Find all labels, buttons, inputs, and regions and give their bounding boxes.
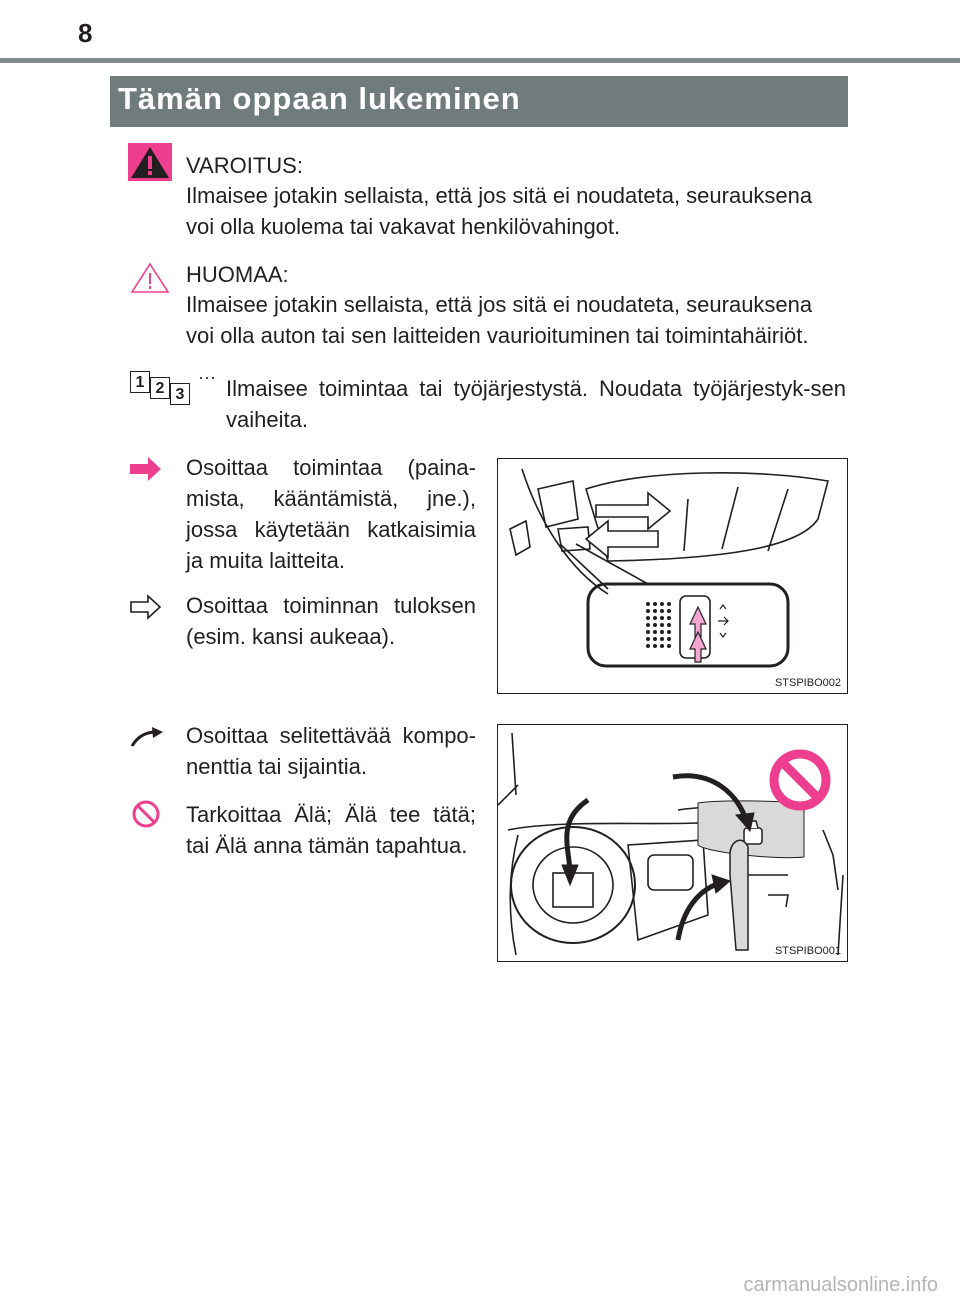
component-pointer-icon xyxy=(130,726,164,748)
section-title-bar xyxy=(110,76,848,127)
result-text: Osoittaa toiminnan tuloksen (esim. kansi aukeaa). xyxy=(186,593,476,649)
component-text: Osoittaa selitettävää kompo-nenttia tai sijaintia. xyxy=(186,723,476,779)
header-rule xyxy=(0,58,960,63)
notice-label: HUOMAA: xyxy=(186,262,289,287)
operation-text: Osoittaa toimintaa (paina-mista, kääntämistä, jne.), jossa käytetään katkaisimia ja muita laitteita. xyxy=(186,455,476,573)
step-ellipsis: ··· xyxy=(198,367,216,387)
dashboard-illustration xyxy=(498,725,846,960)
notice-text: Ilmaisee jotakin sellaista, että jos sitä ei noudateta, seurauksena voi olla auton tai sen laitteiden vaurioituminen tai toimintahäiriöt. xyxy=(186,292,813,348)
warning-triangle-icon xyxy=(128,143,172,181)
watermark: carmanualsonline.info xyxy=(743,1274,938,1296)
result-arrow-icon xyxy=(130,594,162,620)
figure-window-switch xyxy=(497,458,848,694)
caution-triangle-icon xyxy=(130,262,170,294)
step-number-2: 2 xyxy=(150,377,170,399)
step-number-1: 1 xyxy=(130,371,150,393)
figure-code: STSPIBO001 xyxy=(774,945,841,957)
prohibition-text: Tarkoittaa Älä; Älä tee tätä; tai Älä anna tämän tapahtua. xyxy=(186,802,476,858)
window-switch-illustration xyxy=(498,459,846,692)
warning-text: Ilmaisee jotakin sellaista, että jos sitä ei noudateta, seurauksena voi olla kuolema tai vakavat henkilövahingot. xyxy=(186,183,813,239)
section-title: Tämän oppaan lukeminen xyxy=(118,81,521,116)
step-number-3: 3 xyxy=(170,383,190,405)
step-numbers-icon xyxy=(130,367,220,407)
figure-dashboard xyxy=(497,724,848,962)
operation-arrow-icon xyxy=(130,456,162,482)
warning-label: VAROITUS: xyxy=(186,153,303,178)
figure-code: STSPIBO002 xyxy=(774,677,841,689)
steps-text: Ilmaisee toimintaa tai työjärjestystä. Noudata työjärjestyk-sen vaiheita. xyxy=(226,376,846,432)
prohibition-icon xyxy=(131,799,161,829)
page-number: 8 xyxy=(78,18,93,48)
